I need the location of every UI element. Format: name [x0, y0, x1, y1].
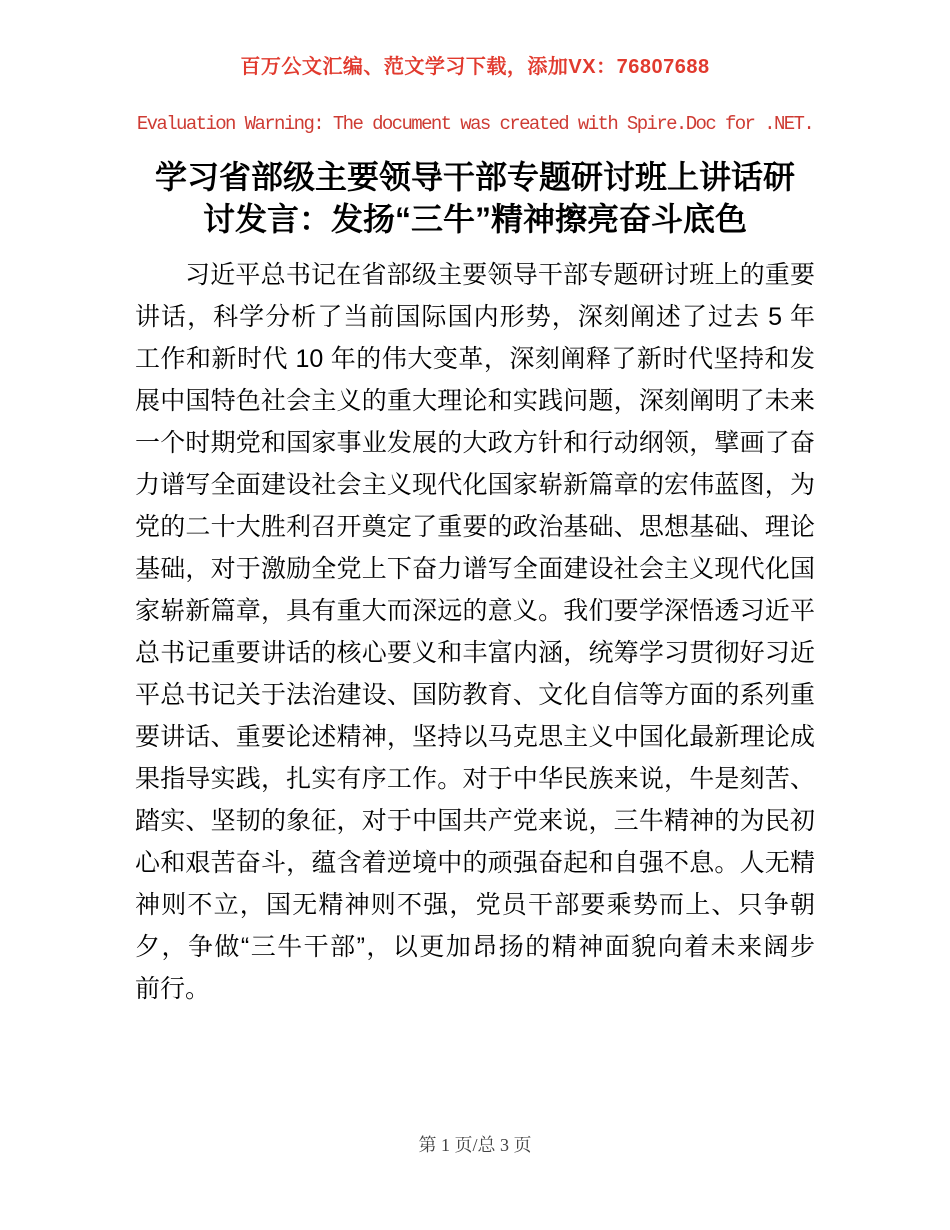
body-text-line: 果指导实践，扎实有序工作。对于中华民族来说，牛是刻苦、 — [135, 765, 815, 793]
body-text-line: 家崭新篇章，具有重大而深远的意义。我们要学深悟透习近平 — [135, 597, 815, 625]
body-text-line: 平总书记关于法治建设、国防教育、文化自信等方面的系列重 — [135, 681, 815, 709]
page-number-indicator: 第 1 页/总 3 页 — [418, 1135, 532, 1155]
body-text-line: 神则不立，国无精神则不强，党员干部要乘势而上、只争朝 — [135, 891, 815, 919]
body-text-line: 基础，对于激励全党上下奋力谱写全面建设社会主义现代化国 — [135, 555, 815, 583]
body-text-line: 习近平总书记在省部级主要领导干部专题研讨班上的重要 — [185, 261, 815, 289]
evaluation-warning-text: Evaluation Warning: The document was created with Spire.Doc for .NET. — [136, 113, 814, 135]
body-text-line: 总书记重要讲话的核心要义和丰富内涵，统筹学习贯彻好习近 — [135, 639, 815, 667]
title-line-1: 学习省部级主要领导干部专题研讨班上讲话研 — [154, 159, 795, 195]
body-text-line: 工作和新时代 10 年的伟大变革，深刻阐释了新时代坚持和发 — [135, 345, 815, 373]
title-line-2: 讨发言：发扬“三牛”精神擦亮奋斗底色 — [202, 201, 747, 237]
body-paragraph — [135, 254, 815, 1010]
body-text-line: 踏实、坚韧的象征，对于中国共产党来说，三牛精神的为民初 — [135, 807, 815, 835]
body-text-line: 心和艰苦奋斗，蕴含着逆境中的顽强奋起和自强不息。人无精 — [135, 849, 815, 877]
body-text-line: 夕，争做“三牛干部”，以更加昂扬的精神面貌向着未来阔步 — [135, 933, 815, 961]
body-text-line: 党的二十大胜利召开奠定了重要的政治基础、思想基础、理论 — [135, 513, 815, 541]
body-text-line: 讲话，科学分析了当前国际国内形势，深刻阐述了过去 5 年 — [135, 303, 815, 331]
promo-header-text: 百万公文汇编、范文学习下载，添加VX：76807688 — [240, 56, 710, 78]
body-text-line: 力谱写全面建设社会主义现代化国家崭新篇章的宏伟蓝图，为 — [135, 471, 815, 499]
body-text-line: 一个时期党和国家事业发展的大政方针和行动纲领，擘画了奋 — [135, 429, 815, 457]
body-text-line: 要讲话、重要论述精神，坚持以马克思主义中国化最新理论成 — [135, 723, 815, 751]
body-text-line: 展中国特色社会主义的重大理论和实践问题，深刻阐明了未来 — [135, 387, 815, 415]
body-text-line: 前行。 — [135, 975, 211, 1003]
document-title — [0, 156, 950, 240]
